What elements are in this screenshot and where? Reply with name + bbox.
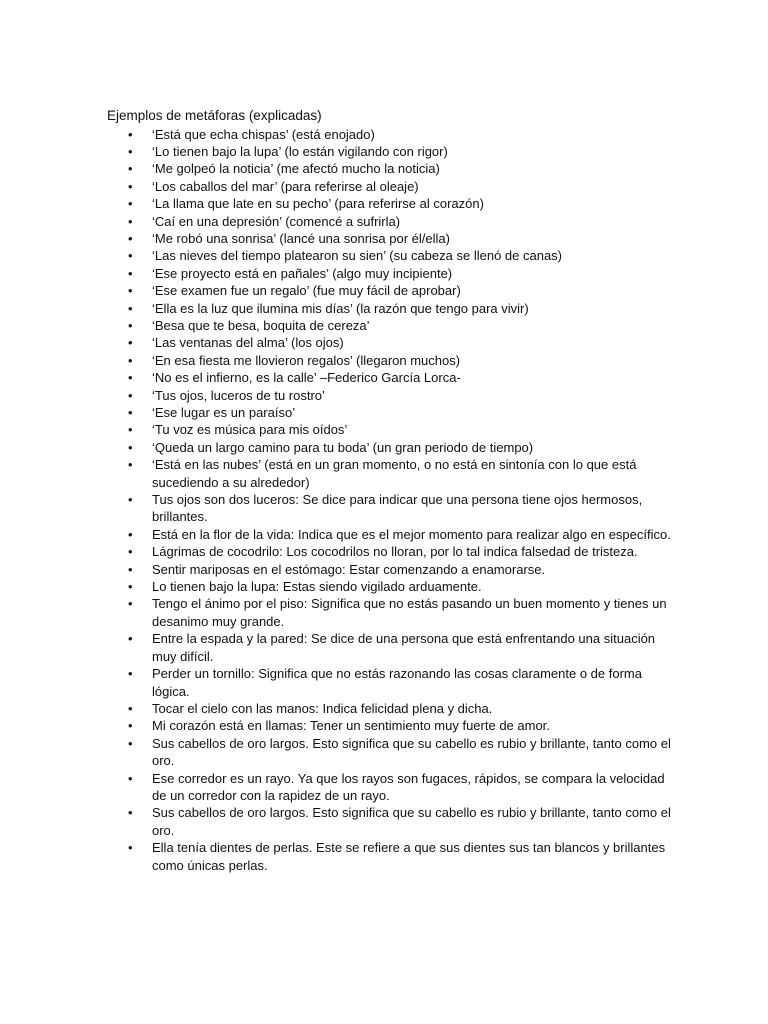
metaphor-explanation: Indica felicidad plena y dicha. xyxy=(318,700,493,716)
metaphor-term: ‘Tu voz es música para mis oídos’ xyxy=(152,422,348,438)
list-item xyxy=(0,717,672,734)
metaphor-explanation: Esto significa que su cabello es rubio y brillante, tanto como el oro. xyxy=(152,735,671,769)
metaphor-term: ‘Ese examen fue un regalo’ xyxy=(152,283,310,299)
metaphor-explanation: (lo están vigilando con rigor) xyxy=(280,143,448,159)
bullet-icon: • xyxy=(128,526,133,542)
bullet-icon: • xyxy=(128,718,133,734)
metaphor-term: ‘Tus ojos, luceros de tu rostro’ xyxy=(152,387,325,403)
metaphor-term: Tocar el cielo con las manos: xyxy=(152,700,319,716)
list-item xyxy=(0,195,672,212)
metaphor-term: ‘Me golpeó la noticia’ xyxy=(152,161,273,177)
bullet-icon: • xyxy=(128,666,133,682)
list-item xyxy=(0,282,672,299)
metaphor-explanation: Este se refiere a que sus dientes sus tan blancos y brillantes como únicas perlas. xyxy=(152,840,666,873)
bullet-icon: • xyxy=(128,265,133,281)
bullet-icon: • xyxy=(128,161,133,177)
list-item xyxy=(0,126,672,143)
bullet-icon: • xyxy=(128,248,133,264)
metaphor-term: Está en la flor de la vida: xyxy=(152,526,295,542)
metaphor-term: ‘Está que echa chispas’ xyxy=(152,126,289,142)
list-item xyxy=(0,404,672,421)
metaphor-explanation: (está en un gran momento, o no está en sintonía con lo que está sucediendo a su alrededor) xyxy=(152,457,637,490)
metaphor-term: ‘Está en las nubes’ xyxy=(152,457,261,473)
bullet-icon: • xyxy=(128,579,133,595)
metaphor-explanation: Estar comenzando a enamorarse. xyxy=(345,561,546,577)
list-item xyxy=(0,369,672,386)
metaphor-explanation: (su cabeza se llenó de canas) xyxy=(385,248,562,264)
metaphor-explanation: Indica que es el mejor momento para realizar algo en específico. xyxy=(294,526,671,542)
metaphor-term: ‘Los caballos del mar’ xyxy=(152,178,278,194)
bullet-icon: • xyxy=(128,631,133,647)
list-item xyxy=(0,665,672,700)
list-item xyxy=(0,543,672,560)
list-item xyxy=(0,247,672,264)
metaphor-explanation: (me afectó mucho la noticia) xyxy=(272,161,440,177)
list-item xyxy=(0,595,672,630)
metaphor-term: ‘Ella es la luz que ilumina mis días’ xyxy=(152,300,353,316)
list-item xyxy=(0,300,672,317)
bullet-icon: • xyxy=(128,230,133,246)
metaphor-term: ‘Lo tienen bajo la lupa’ xyxy=(152,143,281,159)
metaphor-explanation: (lancé una sonrisa por él/ella) xyxy=(275,230,450,246)
metaphor-explanation: (para referirse al oleaje) xyxy=(277,178,419,194)
metaphor-explanation: (un gran periodo de tiempo) xyxy=(369,439,534,455)
metaphor-explanation: Tener un sentimiento muy fuerte de amor. xyxy=(306,718,550,734)
list-item xyxy=(0,526,672,543)
bullet-icon: • xyxy=(128,561,133,577)
metaphor-term: Lágrimas de cocodrilo: xyxy=(152,544,283,560)
metaphor-explanation: –Federico García Lorca- xyxy=(316,370,461,386)
metaphor-term: Sentir mariposas en el estómago: xyxy=(152,561,346,577)
metaphor-explanation: Ya que los rayos son fugaces, rápidos, se compara la velocidad de un corredor con la rapidez de un rayo. xyxy=(152,770,665,803)
metaphor-term: ‘Ese lugar es un paraíso’ xyxy=(152,405,296,420)
metaphor-term: Sus cabellos de oro largos. xyxy=(152,735,309,751)
bullet-icon: • xyxy=(128,700,133,716)
metaphor-term: ‘Ese proyecto está en pañales’ xyxy=(152,265,329,281)
list-item xyxy=(0,630,672,665)
metaphor-term: ‘Besa que te besa, boquita de cereza’ xyxy=(152,317,370,333)
metaphor-term: ‘Me robó una sonrisa’ xyxy=(152,230,276,246)
list-item xyxy=(0,770,672,805)
bullet-icon: • xyxy=(128,387,133,403)
list-item xyxy=(0,491,672,526)
metaphor-list xyxy=(0,126,768,874)
metaphor-term: Tengo el ánimo por el piso: xyxy=(152,596,308,612)
list-item xyxy=(0,317,672,334)
metaphor-explanation: (fue muy fácil de aprobar) xyxy=(309,283,461,299)
bullet-icon: • xyxy=(128,770,133,786)
bullet-icon: • xyxy=(128,439,133,455)
metaphor-term: ‘La llama que late en su pecho’ xyxy=(152,196,331,212)
list-item xyxy=(0,804,672,839)
list-item xyxy=(0,160,672,177)
list-item xyxy=(0,387,672,404)
metaphor-explanation: (algo muy incipiente) xyxy=(328,265,453,281)
metaphor-explanation: (está enojado) xyxy=(288,126,375,142)
list-item xyxy=(0,213,672,230)
list-item xyxy=(0,265,672,282)
bullet-icon: • xyxy=(128,300,133,316)
bullet-icon: • xyxy=(128,126,133,142)
document-title: Ejemplos de metáforas (explicadas) xyxy=(107,108,322,123)
metaphor-explanation: (para referirse al corazón) xyxy=(330,196,484,212)
metaphor-term: Lo tienen bajo la lupa: xyxy=(152,579,280,595)
metaphor-explanation: (comencé a sufrirla) xyxy=(281,213,401,229)
bullet-icon: • xyxy=(128,544,133,560)
metaphor-explanation: (llegaron muchos) xyxy=(352,352,461,368)
metaphor-explanation: Significa que no estás razonando las cosas claramente o de forma lógica. xyxy=(152,666,642,699)
list-item xyxy=(0,839,672,874)
bullet-icon: • xyxy=(128,335,133,351)
bullet-icon: • xyxy=(128,317,133,333)
list-item xyxy=(0,334,672,351)
bullet-icon: • xyxy=(128,143,133,159)
metaphor-explanation: Se dice para indicar que una persona tiene ojos hermosos, brillantes. xyxy=(152,492,643,525)
bullet-icon: • xyxy=(128,735,133,751)
bullet-icon: • xyxy=(128,422,133,438)
metaphor-term: ‘Las ventanas del alma’ xyxy=(152,335,288,351)
list-item xyxy=(0,700,672,717)
bullet-icon: • xyxy=(128,370,133,386)
list-item xyxy=(0,352,672,369)
bullet-icon: • xyxy=(128,492,133,508)
bullet-icon: • xyxy=(128,596,133,612)
bullet-icon: • xyxy=(128,196,133,212)
list-item xyxy=(0,456,672,491)
metaphor-term: Tus ojos son dos luceros: xyxy=(152,492,299,508)
list-item xyxy=(0,230,672,247)
metaphor-explanation: Se dice de una persona que está enfrentando una situación muy difícil. xyxy=(152,631,656,664)
metaphor-term: ‘No es el infierno, es la calle’ xyxy=(152,370,317,386)
metaphor-term: ‘Caí en una depresión’ xyxy=(152,213,282,229)
metaphor-explanation: (la razón que tengo para vivir) xyxy=(352,300,529,316)
list-item xyxy=(0,561,672,578)
metaphor-term: Mi corazón está en llamas: xyxy=(152,718,307,734)
bullet-icon: • xyxy=(128,457,133,473)
bullet-icon: • xyxy=(128,805,133,821)
list-item xyxy=(0,439,672,456)
bullet-icon: • xyxy=(128,178,133,194)
bullet-icon: • xyxy=(128,352,133,368)
metaphor-term: ‘En esa fiesta me llovieron regalos’ xyxy=(152,352,353,368)
metaphor-term: ‘Las nieves del tiempo platearon su sien’ xyxy=(152,248,386,264)
list-item xyxy=(0,578,672,595)
metaphor-term: Ese corredor es un rayo. xyxy=(152,770,295,786)
bullet-icon: • xyxy=(128,405,133,420)
metaphor-term: Perder un tornillo: xyxy=(152,666,255,682)
metaphor-explanation: Esto significa que su cabello es rubio y brillante, tanto como el oro. xyxy=(152,805,671,838)
metaphor-term: Entre la espada y la pared: xyxy=(152,631,308,647)
list-item xyxy=(0,143,672,160)
bullet-icon: • xyxy=(128,213,133,229)
list-item xyxy=(0,178,672,195)
metaphor-term: Sus cabellos de oro largos. xyxy=(152,805,309,821)
metaphor-explanation: Los cocodrilos no lloran, por lo tal indica falsedad de tristeza. xyxy=(282,544,638,560)
list-item xyxy=(0,421,672,438)
metaphor-term: Ella tenía dientes de perlas. xyxy=(152,840,313,856)
bullet-icon: • xyxy=(128,283,133,299)
list-item xyxy=(0,735,672,770)
metaphor-explanation: Significa que no estás pasando un buen momento y tienes un desanimo muy grande. xyxy=(152,596,667,629)
metaphor-explanation: (los ojos) xyxy=(287,335,344,351)
bullet-icon: • xyxy=(128,840,133,856)
metaphor-explanation: Estas siendo vigilado arduamente. xyxy=(279,579,482,595)
metaphor-term: ‘Queda un largo camino para tu boda’ xyxy=(152,439,370,455)
